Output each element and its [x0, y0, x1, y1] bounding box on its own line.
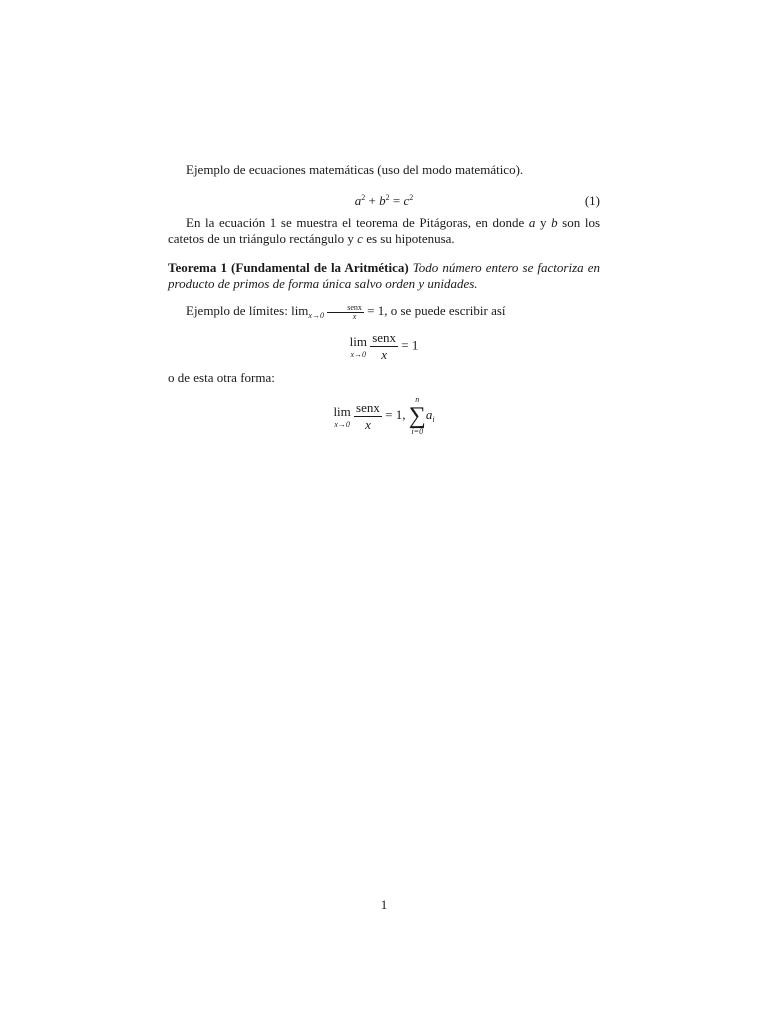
pythagoras-text-1: En la ecuación 1 se muestra el teorema de Pitágoras, en donde — [186, 215, 529, 230]
eq-exp-a: 2 — [361, 193, 366, 202]
inline-equals-one: = 1 — [363, 303, 385, 318]
display-lim-1-op: lim — [349, 334, 367, 349]
display-lim-2 — [333, 404, 350, 429]
display-lim-1 — [350, 334, 367, 359]
eq-exp-c: 2 — [409, 193, 414, 202]
eq-var-a: a — [354, 193, 362, 208]
display-limit-2 — [168, 395, 600, 437]
pythagoras-var-b: b — [551, 215, 558, 230]
sum-lower-limit: i=0 — [411, 427, 424, 436]
inline-numerator: senx — [347, 302, 362, 312]
display-lim-2-op: lim — [333, 403, 351, 419]
display-fraction-2 — [354, 400, 382, 433]
pythagoras-var-c: c — [357, 231, 363, 246]
pythagoras-text-3: son los catetos de un triángulo rectángulo y — [168, 215, 601, 246]
inline-denominator: x — [327, 312, 364, 321]
display-denominator-2: x — [354, 416, 382, 433]
display-fraction-1 — [370, 330, 398, 363]
pythagoras-equation — [168, 193, 600, 209]
display-limit-1 — [168, 330, 600, 363]
eq-equals: = — [392, 193, 401, 208]
display-result-2: = 1, — [385, 406, 406, 422]
sum-upper-limit: n — [415, 395, 420, 404]
display-numerator-1: senx — [372, 330, 397, 345]
pythagoras-var-a: a — [528, 215, 536, 230]
intro-paragraph: Ejemplo de ecuaciones matemáticas (uso del modo matemático). — [186, 162, 524, 177]
sum-term-index: i — [432, 414, 435, 424]
eq-exp-b: 2 — [385, 193, 390, 202]
theorem-heading: Teorema 1 (Fundamental de la Aritmética) — [168, 260, 409, 275]
sum-symbol: ∑ — [408, 403, 426, 429]
display-lim-1-under: x→0 — [350, 350, 367, 359]
display-lim-2-under: x→0 — [334, 419, 350, 429]
limits-paragraph — [168, 303, 600, 321]
display-denominator-1: x — [370, 346, 398, 363]
page-number: 1 — [380, 897, 388, 912]
summation — [409, 395, 426, 437]
eq-var-b: b — [379, 193, 386, 208]
inline-lim: lim — [291, 303, 309, 318]
eq-var-c: c — [403, 193, 410, 208]
display-numerator-2: senx — [356, 399, 380, 415]
pythagoras-paragraph — [168, 215, 600, 247]
pythagoras-text-2: y — [535, 215, 552, 230]
limits-text-after: , o se puede escribir así — [384, 303, 506, 318]
equation-number: (1) — [584, 193, 600, 208]
display-result-1: = 1 — [401, 337, 419, 353]
inline-lim-subscript: x→0 — [308, 311, 324, 320]
sum-term: a — [425, 406, 433, 422]
eq-plus: + — [368, 193, 376, 208]
inline-fraction — [327, 304, 364, 321]
theorem-body: Todo número entero se factoriza en producto de primos de forma única salvo orden y unidades. — [168, 260, 601, 291]
pythagoras-text-4: es su hipotenusa. — [362, 231, 455, 246]
limits-text-before: Ejemplo de límites: — [186, 303, 292, 318]
other-form-text: o de esta otra forma: — [168, 370, 275, 385]
theorem-block — [168, 260, 600, 292]
